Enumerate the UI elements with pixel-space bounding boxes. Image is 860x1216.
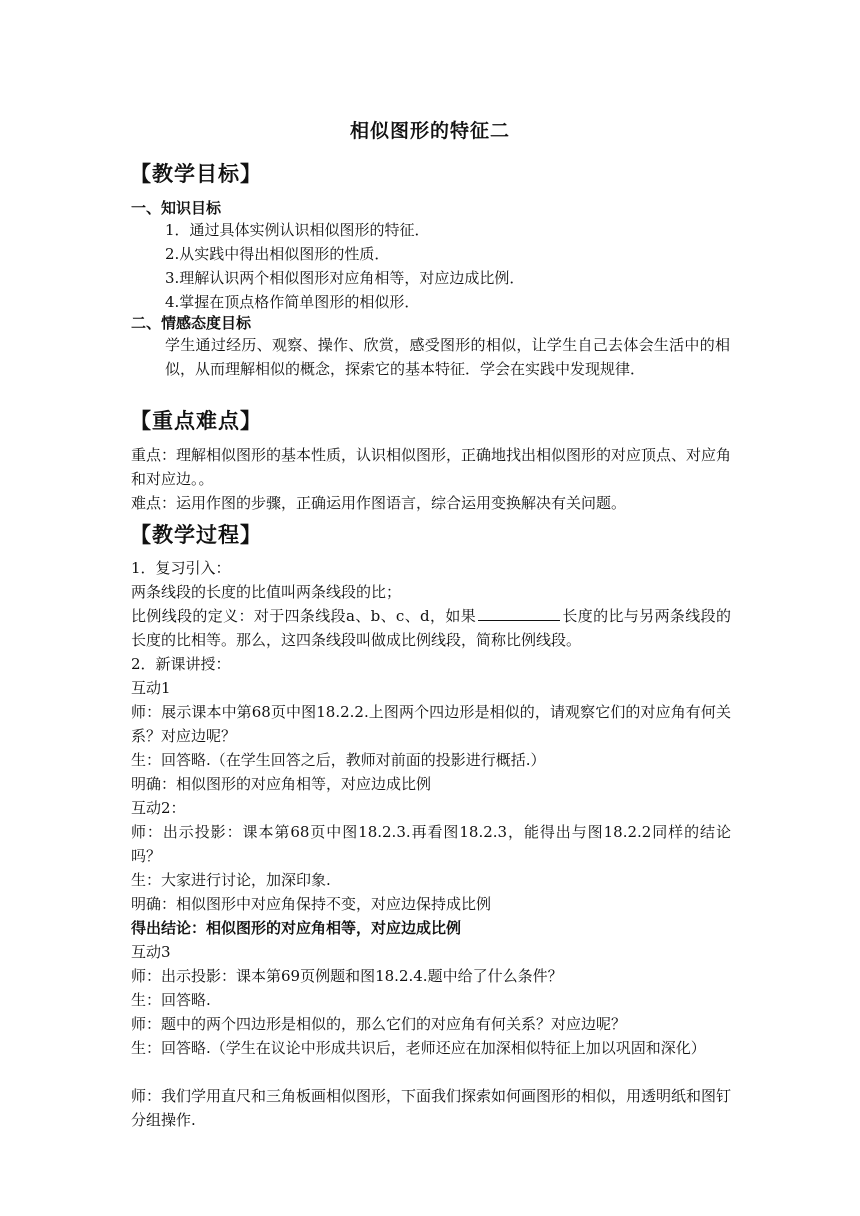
page-title: 相似图形的特征二	[349, 120, 510, 142]
interaction-1-clarify: 明确：相似图形的对应角相等，对应边成比例	[131, 775, 432, 793]
interaction-3-student-1: 生：回答略.	[131, 991, 211, 1009]
knowledge-objectives-heading: 一、知识目标	[131, 199, 222, 217]
interaction-1-heading: 互动1	[131, 679, 171, 697]
section-heading-keypoints: 【重点难点】	[130, 409, 262, 433]
fill-in-blank	[478, 605, 560, 621]
interaction-2-clarify: 明确：相似图形中对应角保持不变，对应边保持成比例	[131, 895, 492, 913]
interaction-1-teacher: 师：展示课本中第68页中图18.2.2.上图两个四边形是相似的，请观察它们的对应角有何关系？对应边呢？	[131, 703, 731, 745]
section-heading-objectives: 【教学目标】	[130, 162, 262, 186]
review-line-2	[131, 604, 731, 652]
interaction-2-teacher: 师：出示投影：课本第68页中图18.2.3.再看图18.2.3，能得出与图18.2.2同样的结论吗？	[131, 823, 731, 865]
interaction-3-heading: 互动3	[131, 943, 171, 961]
interaction-3-teacher-3: 师：我们学用直尺和三角板画相似图形，下面我们探索如何画图形的相似，用透明纸和图钉分组操作.	[131, 1087, 732, 1129]
emotion-objectives-text: 学生通过经历、观察、操作、欣赏，感受图形的相似，让学生自己去体会生活中的相似，从而理解相似的概念，探索它的基本特征．学会在实践中发现规律．	[165, 336, 730, 378]
knowledge-item-1: 1．通过具体实例认识相似图形的特征．	[165, 221, 430, 239]
review-line-2-end: 长度的比与另两条线段的长度的比相等。那么，这四条线段叫做成比例线段，简称比例线段。	[131, 607, 731, 649]
review-line-1: 两条线段的长度的比值叫两条线段的比；	[131, 583, 402, 601]
interaction-3-teacher-2: 师：题中的两个四边形是相似的，那么它们的对应角有何关系？对应边呢？	[131, 1015, 627, 1033]
interaction-3-teacher-1: 师：出示投影：课本第69页例题和图18.2.4.题中给了什么条件？	[131, 967, 563, 985]
conclusion-text: 得出结论：相似图形的对应角相等，对应边成比例	[131, 919, 462, 937]
interaction-2-student: 生：大家进行讨论，加深印象.	[131, 871, 331, 889]
key-focus-text: 重点：理解相似图形的基本性质，认识相似图形，正确地找出相似图形的对应顶点、对应角和对应边。。	[131, 446, 732, 488]
knowledge-item-2: 2.从实践中得出相似图形的性质．	[165, 245, 390, 263]
emotion-objectives-heading: 二、情感态度目标	[131, 314, 252, 332]
review-line-2-start: 比例线段的定义：对于四条线段a、b、c、d，如果	[131, 607, 477, 625]
new-lesson-heading: 2．新课讲授：	[131, 655, 231, 673]
key-difficulty-text: 难点：运用作图的步骤，正确运用作图语言，综合运用变换解决有关问题。	[131, 494, 627, 512]
interaction-1-student: 生：回答略.（在学生回答之后，教师对前面的投影进行概括.）	[131, 751, 546, 769]
review-heading: 1．复习引入：	[131, 559, 231, 577]
interaction-2-heading: 互动2：	[131, 799, 186, 817]
section-heading-process: 【教学过程】	[130, 523, 262, 547]
knowledge-item-4: 4.掌握在顶点格作简单图形的相似形．	[165, 293, 420, 311]
interaction-3-student-2: 生：回答略.（学生在议论中形成共识后，老师还应在加深相似特征上加以巩固和深化）	[131, 1039, 706, 1057]
knowledge-item-3: 3.理解认识两个相似图形对应角相等，对应边成比例．	[165, 269, 525, 287]
